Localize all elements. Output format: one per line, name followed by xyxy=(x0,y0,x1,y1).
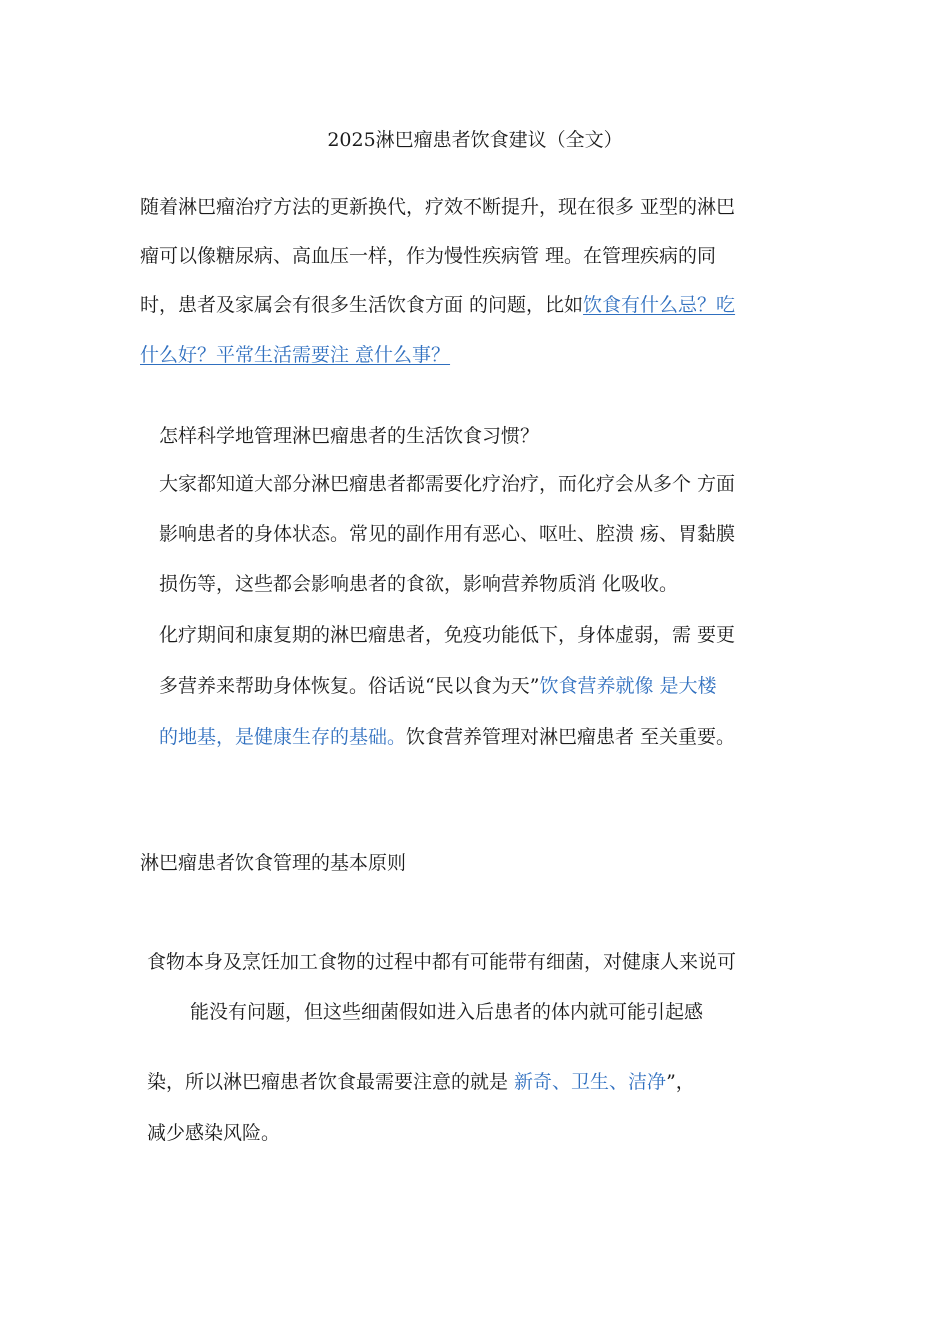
section1-highlight-part-1: 饮食营养就像 是大楼 xyxy=(539,675,717,697)
intro-line-3-text: 时，患者及家属会有很多生活饮食方面 的问题，比如 xyxy=(140,294,584,316)
section2-p2-line-2: 减少感染风险。 xyxy=(147,1122,281,1144)
intro-link-part-1[interactable]: 饮食有什么忌？吃 xyxy=(583,294,736,316)
intro-line-4 xyxy=(140,342,450,368)
section2-p1-line-2: 能没有问题，但这些细菌假如进入后患者的体内就可能引起感 xyxy=(190,1001,704,1023)
section1-p1-line-2: 影响患者的身体状态。常见的副作用有恶心、呕吐、腔溃 疡、胃黏膜 xyxy=(159,523,736,545)
page-title: 2025淋巴瘤患者饮食建议（全文） xyxy=(327,129,623,151)
section1-p1-line-3: 损伤等，这些都会影响患者的食欲，影响营养物质消 化吸收。 xyxy=(159,573,679,595)
section1-p2-line-1: 化疗期间和康复期的淋巴瘤患者，免疫功能低下，身体虚弱，需 要更 xyxy=(159,624,736,646)
section1-p2-line-3 xyxy=(159,724,735,750)
section1-p2-line-2-text: 多营养来帮助身体恢复。俗话说“民以食为天” xyxy=(159,675,540,697)
section1-highlight-part-2: 的地基，是健康生存的基础。 xyxy=(159,726,407,748)
intro-line-1: 随着淋巴瘤治疗方法的更新换代，疗效不断提升，现在很多 亚型的淋巴 xyxy=(140,196,736,218)
section1-p2-line-3-text: 饮食营养管理对淋巴瘤患者 至关重要。 xyxy=(406,726,736,748)
section2-p2-line-1 xyxy=(147,1069,695,1095)
section2-heading: 淋巴瘤患者饮食管理的基本原则 xyxy=(140,852,407,874)
section1-heading: 怎样科学地管理淋巴瘤患者的生活饮食习惯？ xyxy=(159,425,540,447)
section2-p2-line-1-tail: ”， xyxy=(666,1071,695,1093)
section2-p1-line-1: 食物本身及烹饪加工食物的过程中都有可能带有细菌，对健康人来说可 xyxy=(147,951,737,973)
intro-link-part-2[interactable]: 什么好？平常生活需要注 意什么事？ xyxy=(140,344,451,366)
intro-line-3 xyxy=(140,292,735,318)
intro-line-2: 瘤可以像糖尿病、高血压一样，作为慢性疾病管 理。在管理疾病的同 xyxy=(140,245,717,267)
section1-p2-line-2 xyxy=(159,673,716,699)
section2-p2-line-1-text: 染，所以淋巴瘤患者饮食最需要注意的就是 xyxy=(147,1071,515,1093)
section1-p1-line-1: 大家都知道大部分淋巴瘤患者都需要化疗治疗，而化疗会从多个 方面 xyxy=(159,473,736,495)
section2-highlight: 新奇、卫生、洁净 xyxy=(514,1071,667,1093)
